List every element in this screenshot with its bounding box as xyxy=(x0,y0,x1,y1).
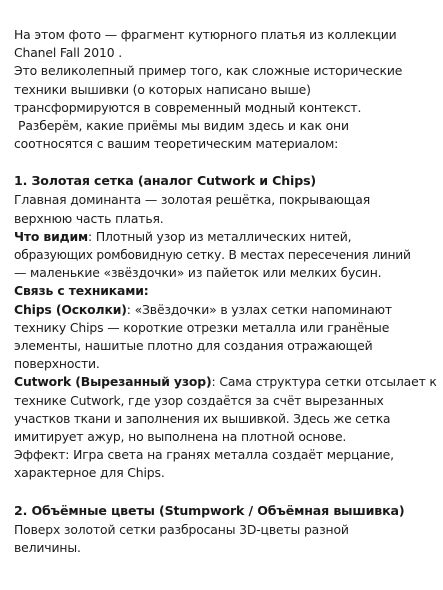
section-1-line-5: — маленькие «звёздочки» из пайеток или мелких бусин. xyxy=(14,265,382,281)
section-2-line-1: Поверх золотой сетки разбросаны 3D-цветы разной xyxy=(14,521,349,537)
chips-label: Chips (Осколки) xyxy=(14,301,127,317)
section-stumpwork-flowers xyxy=(14,501,434,557)
what-text: : Плотный узор из металлических нитей, xyxy=(88,228,352,244)
intro-line-3: Это великолепный пример того, как сложные исторические xyxy=(14,63,403,79)
cutwork-label: Cutwork (Вырезанный узор) xyxy=(14,374,212,390)
section-1-cutwork-line xyxy=(14,373,437,391)
what-label: Что видим xyxy=(14,228,89,244)
section-1-line-14: имитирует ажур, но выполнена на плотной основе. xyxy=(14,429,347,445)
section-1-heading: 1. Золотая сетка (аналог Cutwork и Chips) xyxy=(14,173,317,189)
intro-line-6: Разберём, какие приёмы мы видим здесь и как они xyxy=(18,118,349,134)
intro-line-4: техники вышивки (о которых написано выше) xyxy=(14,81,311,97)
section-1-line-8: технику Chips — короткие отрезки металла или гранёные xyxy=(14,319,390,335)
chips-text: : «Звёздочки» в узлах сетки напоминают xyxy=(126,301,392,317)
section-2-line-2: величины. xyxy=(14,539,81,555)
section-1-line-13: участков ткани и заполнения их вышивкой. Здесь же сетка xyxy=(14,411,391,426)
section-1-what-line xyxy=(14,228,434,246)
section-1-line-1: Главная доминанта — золотая решётка, покрывающая xyxy=(14,192,371,208)
intro-line-1: На этом фото — фрагмент кутюрного платья из коллекции xyxy=(14,27,397,42)
section-1-line-9: элементы, нашитые плотно для создания отражающей xyxy=(14,338,373,354)
section-1-line-10: поверхности. xyxy=(14,356,100,372)
section-1-line-16: характерное для Chips. xyxy=(14,465,165,481)
section-1-line-12: технике Cutwork, где узор создаётся за счёт вырезанных xyxy=(14,392,384,408)
section-1-line-15: Эффект: Игра света на гранях металла создаёт мерцание, xyxy=(14,447,394,463)
section-1-line-2: верхнюю часть платья. xyxy=(14,210,164,226)
intro-line-2: Chanel Fall 2010 . xyxy=(14,45,123,61)
section-1-line-4: образующих ромбовидную сетку. В местах пересечения линий xyxy=(14,248,411,263)
section-golden-mesh xyxy=(14,171,437,482)
section-1-chips-line xyxy=(14,301,434,319)
cutwork-text: : Сама структура сетки отсылает к xyxy=(211,374,437,390)
section-1-link-line xyxy=(14,282,434,300)
intro-line-7: соотносятся с вашим теоретическим материалом: xyxy=(14,136,339,152)
link-label: Связь с техниками: xyxy=(14,283,149,299)
intro-line-5: трансформируются в современный модный контекст. xyxy=(14,99,362,115)
intro-paragraph xyxy=(14,26,434,153)
section-2-heading: 2. Объёмные цветы (Stumpwork / Объёмная вышивка) xyxy=(14,502,405,518)
document-page xyxy=(14,26,437,557)
